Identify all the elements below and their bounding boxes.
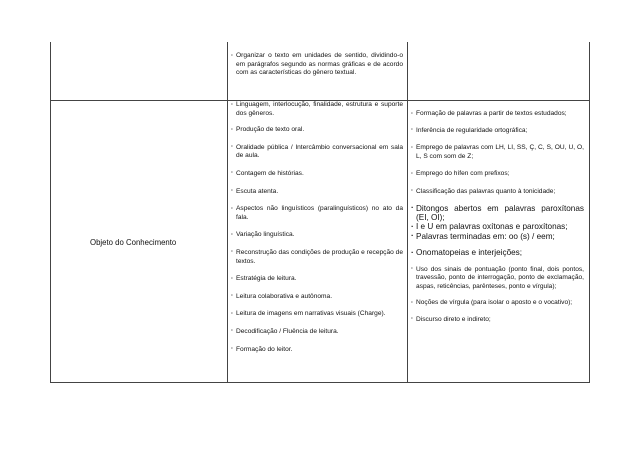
list-item: · Inferência de regularidade ortográfica; [411,127,584,136]
list-item: · Aspectos não linguísticos (paralinguísticos) no ato da fala. [231,205,403,222]
table-divider-2 [407,42,408,383]
list-item: · Classificação das palavras quanto à tonicidade; [411,188,584,197]
list-item: · I e U em palavras oxítonas e paroxítonas; [411,222,584,231]
knowledge-right-list [411,110,584,325]
list-item: · Formação de palavras a partir de textos estudados; [411,110,584,119]
list-item: · Leitura colaborativa e autônoma. [231,293,403,302]
list-item: · Organizar o texto em unidades de sentido, dividindo-o em parágrafos segundo as normas gráficas e de acordo com as características do gênero textual. [231,52,403,78]
list-item: · Decodificação / Fluência de leitura. [231,328,403,337]
list-item: · Contagem de histórias. [231,170,403,179]
list-item: · Palavras terminadas em: oo (s) / eem; [411,232,584,241]
top-row-middle-cell [231,52,403,78]
list-item: · Uso dos sinais de pontuação (ponto final, dois pontos, travessão, ponto de interrogação, ponto de exclamação, aspas, reticências, parênteses, ponto e vírgula); [411,266,584,292]
list-item: · Produção de texto oral. [231,126,403,135]
table-border-left [50,42,51,383]
list-item: · Escuta atenta. [231,188,403,197]
table-divider-1 [227,42,228,383]
list-item: · Discurso direto e indireto; [411,316,584,325]
table-border-right [589,42,590,383]
list-item: · Formação do leitor. [231,346,403,355]
table-border-bottom [50,382,590,383]
list-item: · Noções de vírgula (para isolar o aposto e o vocativo); [411,299,584,308]
list-item: · Oralidade pública / Intercâmbio conversacional em sala de aula. [231,144,403,161]
list-item: · Reconstrução das condições de produção e recepção de textos. [231,249,403,266]
list-item: · Ditongos abertos em palavras paroxítonas (EI, OI); [411,204,584,223]
list-item: · Emprego de palavras com LH, LI, SS, Ç, C, S, OU, U, O, L, S com som de Z; [411,144,584,161]
row-label-objeto-do-conhecimento: Objeto do Conhecimento [90,238,177,247]
knowledge-left-list [231,101,403,354]
list-item: · Variação linguística. [231,231,403,240]
list-item: · Estratégia de leitura. [231,275,403,284]
list-item: · Leitura de imagens em narrativas visuais (Charge). [231,310,403,319]
list-item: · Linguagem, interlocução, finalidade, estrutura e suporte dos gêneros. [231,101,403,118]
list-item: · Emprego do hífen com prefixos; [411,170,584,179]
list-item: · Onomatopeias e interjeições; [411,248,584,257]
